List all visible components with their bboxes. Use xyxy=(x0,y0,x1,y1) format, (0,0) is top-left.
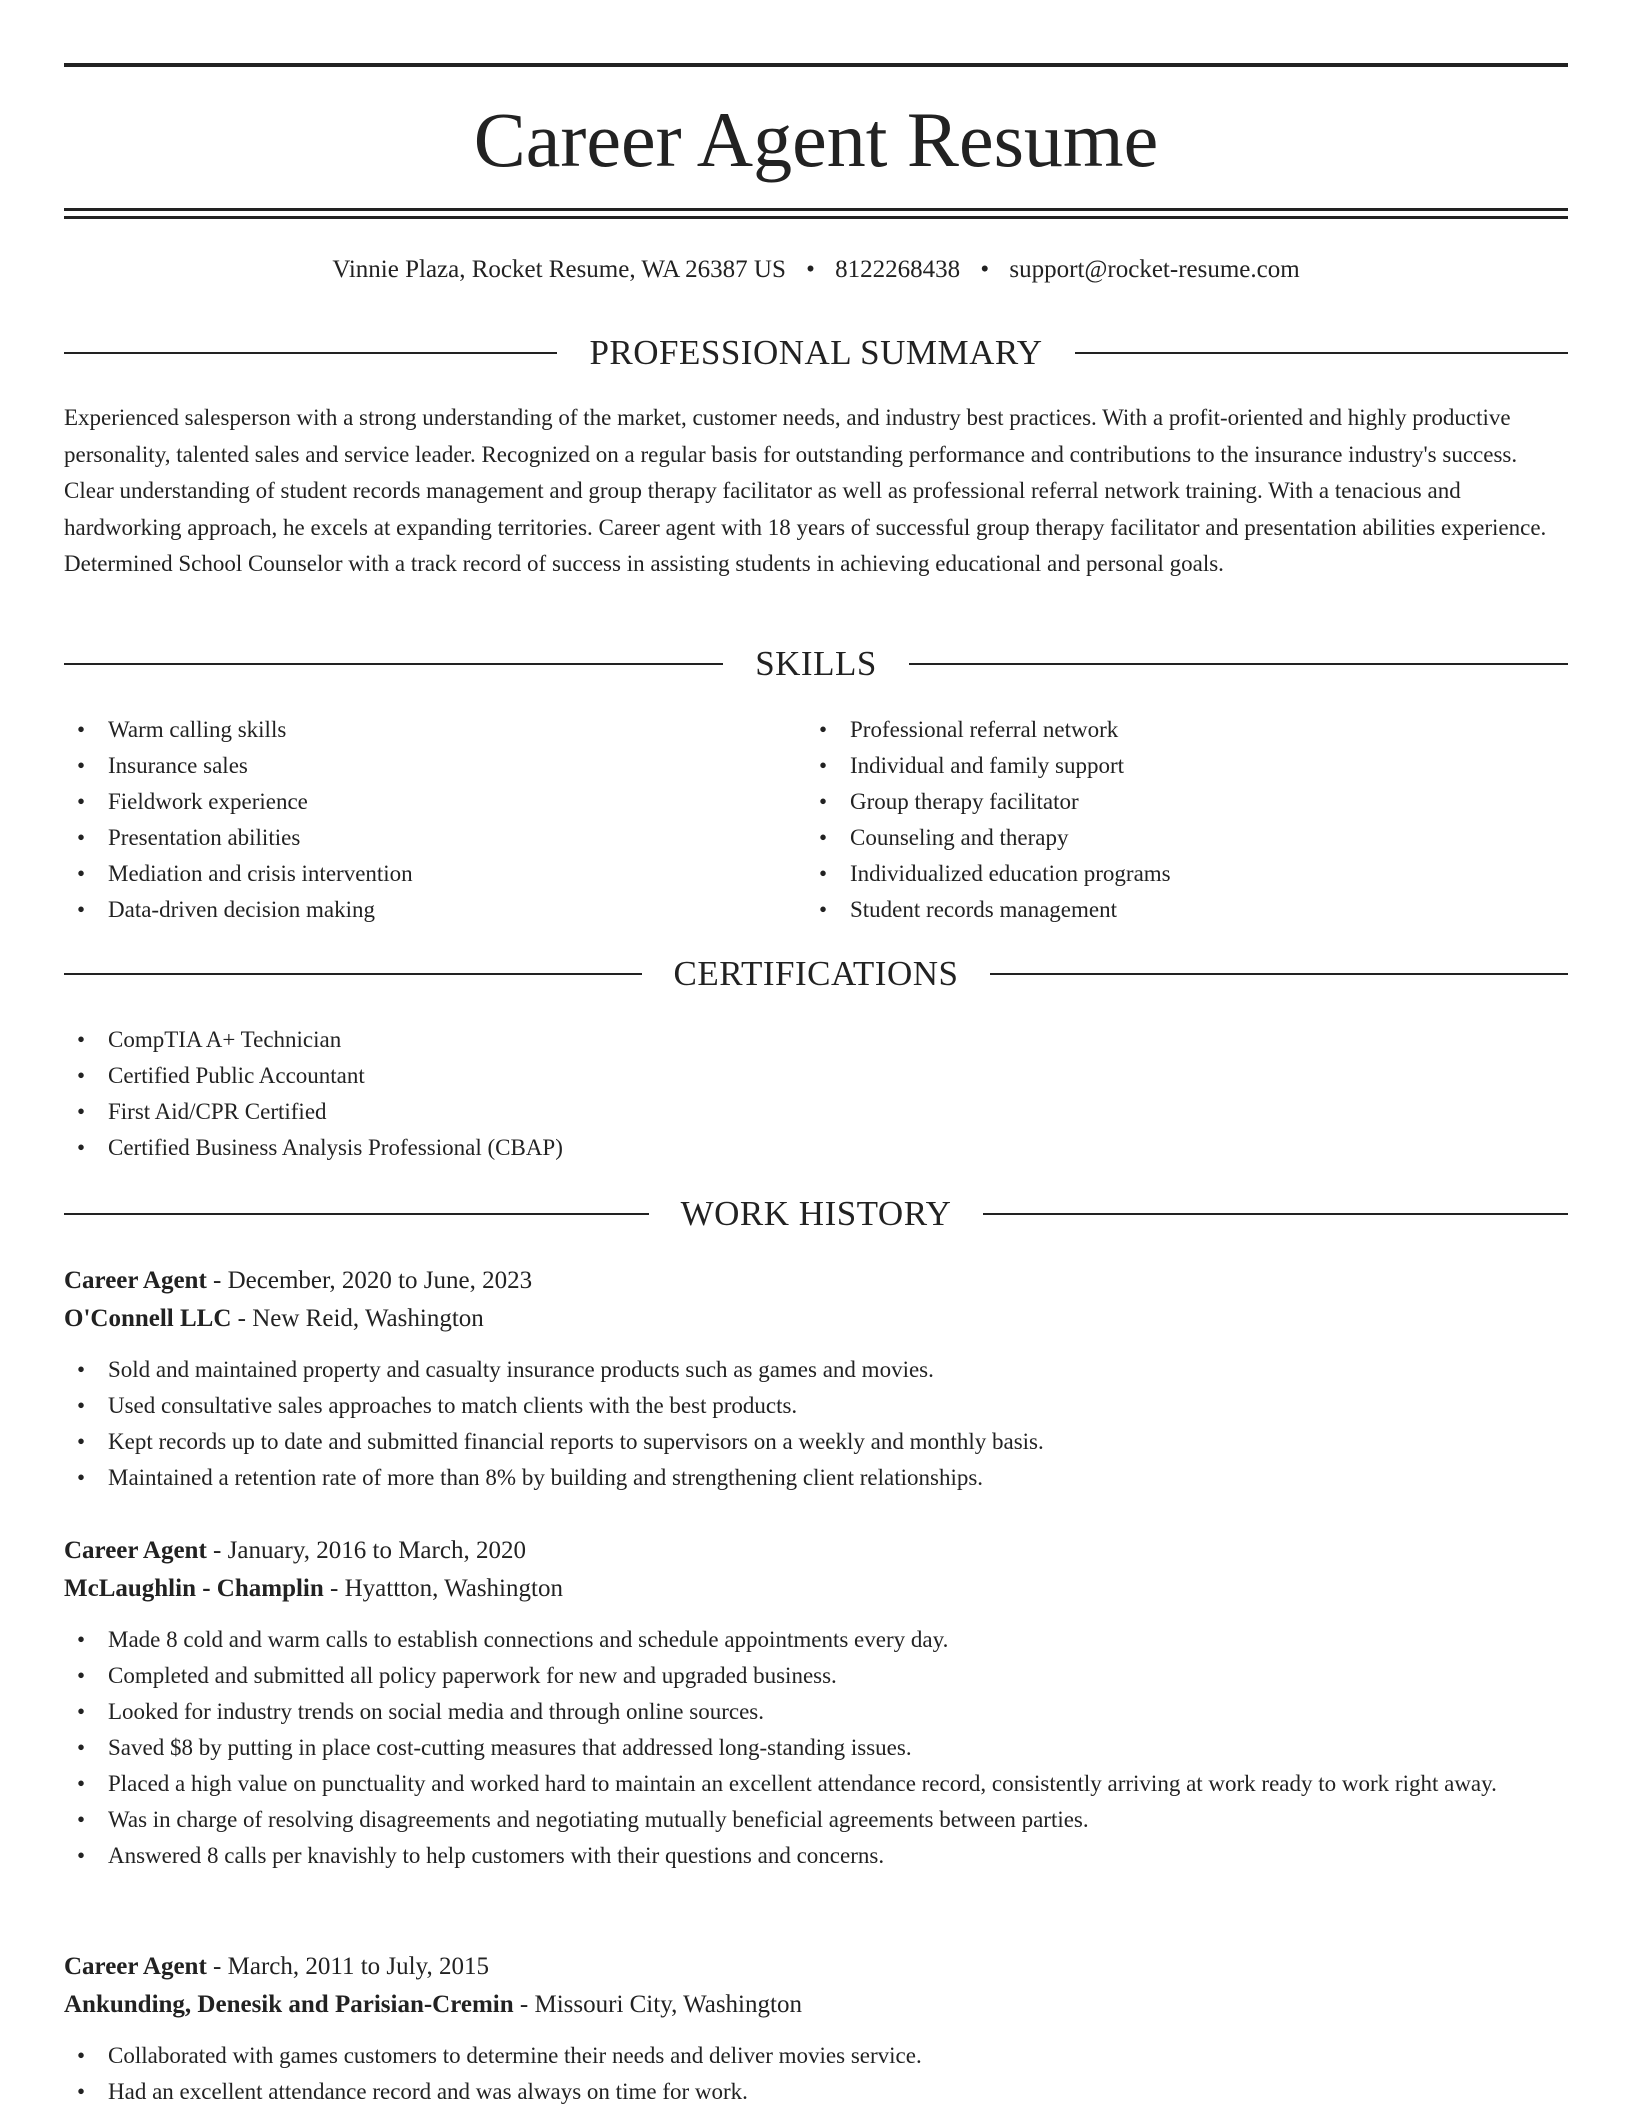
section-divider xyxy=(1075,352,1568,354)
section-divider xyxy=(990,973,1568,975)
job-location: - Hyattton, Washington xyxy=(323,1575,563,1602)
job-location: - New Reid, Washington xyxy=(231,1305,484,1332)
job-bullets xyxy=(64,1622,1568,1874)
section-title: CERTIFICATIONS xyxy=(673,954,959,993)
job-bullet: • Made 8 cold and warm calls to establish connections and schedule appointments every day. xyxy=(64,1622,1568,1658)
certification-item: • Certified Business Analysis Professional (CBAP) xyxy=(64,1130,1568,1166)
job-bullet: • Had an excellent attendance record and was always on time for work. xyxy=(64,2074,1568,2110)
skill-item: • Fieldwork experience xyxy=(64,784,804,820)
section-divider xyxy=(64,352,557,354)
skill-item: • Presentation abilities xyxy=(64,820,804,856)
skill-item: • Insurance sales xyxy=(64,748,804,784)
job-dates: - March, 2011 to July, 2015 xyxy=(206,1953,489,1980)
job-bullet: • Kept records up to date and submitted financial reports to supervisors on a weekly and monthly basis. xyxy=(64,1424,1568,1460)
job-bullet: • Saved $8 by putting in place cost-cutting measures that addressed long-standing issues. xyxy=(64,1730,1568,1766)
header-rule-double-2 xyxy=(64,216,1568,219)
job-dates: - December, 2020 to June, 2023 xyxy=(206,1267,533,1294)
summary-paragraph: Experienced salesperson with a strong understanding of the market, customer needs, and industry best practices. With a profit-oriented and highly productive personality, talented sales and service leader. Recognized on a regular basis for outstanding performance and contributions to the insurance industry's success. Clear understanding of student records management and group therapy facilitator as well as professional referral network training. With a tenacious and hardworking approach, he excels at expanding territories. Career agent with 18 years of successful group therapy facilitator and presentation abilities experience. Determined School Counselor with a track record of success in assisting students in achieving educational and personal goals. xyxy=(64,405,1547,576)
skill-item: • Group therapy facilitator xyxy=(806,784,1568,820)
job-company-line xyxy=(64,1986,1568,2024)
job-bullet: • Was in charge of resolving disagreements and negotiating mutually beneficial agreements between parties. xyxy=(64,1802,1568,1838)
job-bullet: • Maintained a retention rate of more than 8% by building and strengthening client relationships. xyxy=(64,1460,1568,1496)
job-bullet: • Used consultative sales approaches to match clients with the best products. xyxy=(64,1388,1568,1424)
job-company-line xyxy=(64,1300,1568,1338)
skill-item: • Counseling and therapy xyxy=(806,820,1568,856)
skill-item: • Mediation and crisis intervention xyxy=(64,856,804,892)
job-entry xyxy=(64,1262,1568,1496)
section-divider xyxy=(909,663,1568,665)
section-title: PROFESSIONAL SUMMARY xyxy=(589,333,1043,372)
contact-separator: • xyxy=(806,256,815,283)
job-role: Career Agent xyxy=(64,1267,207,1294)
skills-list-left xyxy=(64,712,804,928)
resume-title: Career Agent Resume xyxy=(473,96,1159,183)
contact-phone: 8122268438 xyxy=(835,256,961,283)
header-rule-top xyxy=(64,63,1568,67)
certification-item: • CompTIA A+ Technician xyxy=(64,1022,1568,1058)
job-title-line xyxy=(64,1532,1568,1570)
certification-item: • Certified Public Accountant xyxy=(64,1058,1568,1094)
job-dates: - January, 2016 to March, 2020 xyxy=(206,1537,526,1564)
job-company: Ankunding, Denesik and Parisian-Cremin xyxy=(64,1991,514,2018)
job-company-line xyxy=(64,1570,1568,1608)
skills-list-right xyxy=(806,712,1568,928)
job-title-line xyxy=(64,1948,1568,1986)
job-bullet: • Collaborated with games customers to determine their needs and deliver movies service. xyxy=(64,2038,1568,2074)
certification-item: • First Aid/CPR Certified xyxy=(64,1094,1568,1130)
job-entry xyxy=(64,1948,1568,2110)
job-location: - Missouri City, Washington xyxy=(513,1991,802,2018)
contact-address: Vinnie Plaza, Rocket Resume, WA 26387 US xyxy=(332,256,786,283)
job-bullet: • Sold and maintained property and casualty insurance products such as games and movies. xyxy=(64,1352,1568,1388)
job-bullet: • Answered 8 calls per knavishly to help customers with their questions and concerns. xyxy=(64,1838,1568,1874)
contact-line xyxy=(64,252,1568,288)
job-role: Career Agent xyxy=(64,1953,207,1980)
contact-separator: • xyxy=(980,256,990,283)
skill-item: • Warm calling skills xyxy=(64,712,804,748)
job-bullets xyxy=(64,2038,1568,2110)
section-heading-work-history xyxy=(64,1192,1568,1236)
job-entry xyxy=(64,1532,1568,1874)
section-heading-summary xyxy=(64,331,1568,375)
section-divider xyxy=(64,663,723,665)
section-title: WORK HISTORY xyxy=(680,1194,952,1233)
section-divider xyxy=(64,973,642,975)
job-bullet: • Completed and submitted all policy paperwork for new and upgraded business. xyxy=(64,1658,1568,1694)
section-title: SKILLS xyxy=(755,644,877,683)
skill-item: • Individualized education programs xyxy=(806,856,1568,892)
section-heading-certifications xyxy=(64,952,1568,996)
section-divider xyxy=(983,1213,1568,1215)
header-rule-double-1 xyxy=(64,208,1568,211)
certifications-list xyxy=(64,1022,1568,1166)
section-heading-skills xyxy=(64,642,1568,686)
skill-item: • Data-driven decision making xyxy=(64,892,804,928)
job-bullet: • Looked for industry trends on social media and through online sources. xyxy=(64,1694,1568,1730)
skill-item: • Professional referral network xyxy=(806,712,1568,748)
job-company: McLaughlin - Champlin xyxy=(64,1575,324,1602)
contact-email: support@rocket-resume.com xyxy=(1009,256,1300,283)
job-title-line xyxy=(64,1262,1568,1300)
job-bullet: • Placed a high value on punctuality and worked hard to maintain an excellent attendance record, consistently arriving at work ready to work right away. xyxy=(64,1766,1568,1802)
job-company: O'Connell LLC xyxy=(64,1305,232,1332)
section-divider xyxy=(64,1213,649,1215)
skill-item: • Student records management xyxy=(806,892,1568,928)
job-role: Career Agent xyxy=(64,1537,207,1564)
skill-item: • Individual and family support xyxy=(806,748,1568,784)
job-bullets xyxy=(64,1352,1568,1496)
